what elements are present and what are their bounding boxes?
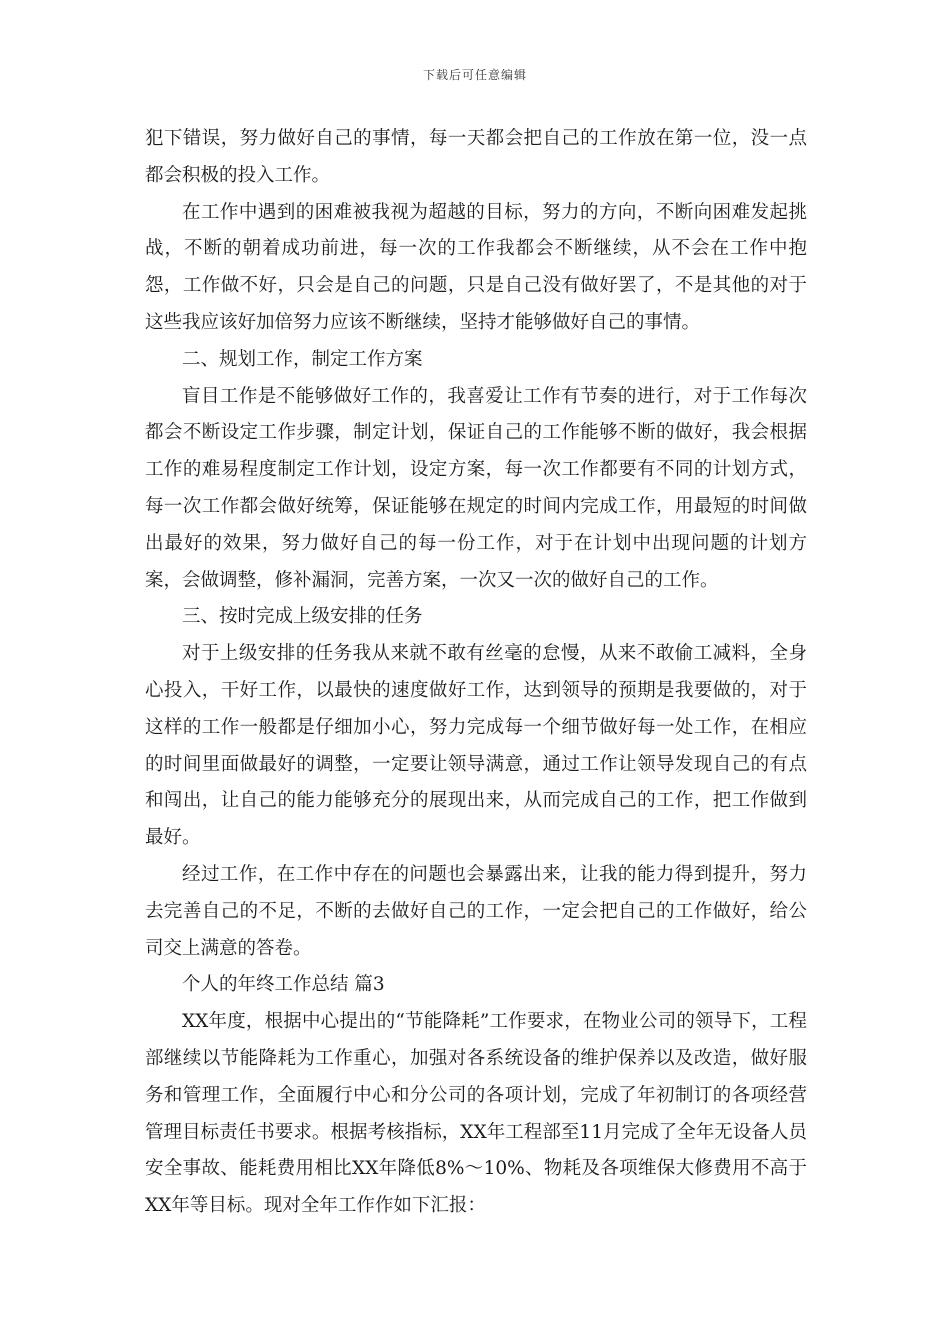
paragraph-planning: 盲目工作是不能够做好工作的，我喜爱让工作有节奏的进行，对于工作每次都会不断设定工作步骤，制定计划，保证自己的工作能够不断的做好，我会根据工作的难易程度制定工作计划，设定方案，每一次工作都要有不同的计划方式，每一次工作都会做好统筹，保证能够在规定的时间内完成工作，用最短的时间做出最好的效果，努力做好自己的每一份工作，对于在计划中出现问题的计划方案，会做调整，修补漏洞，完善方案，一次又一次的做好自己的工作。 [145, 385, 807, 591]
paragraph-improvement: 经过工作，在工作中存在的问题也会暴露出来，让我的能力得到提升，努力去完善自己的不足，不断的去做好自己的工作，一定会把自己的工作做好，给公司交上满意的答卷。 [145, 863, 807, 959]
document-body [145, 121, 807, 1225]
paragraph-difficulties: 在工作中遇到的困难被我视为超越的目标，努力的方向，不断向困难发起挑战，不断的朝着成功前进，每一次的工作我都会不断继续，从不会在工作中抱怨，工作做不好，只会是自己的问题，只是自己没有做好罢了，不是其他的对于这些我应该好加倍努力应该不断继续，坚持才能够做好自己的事情。 [145, 201, 807, 333]
section-heading-planning: 二、规划工作，制定工作方案 [182, 348, 423, 370]
paragraph-continuation: 犯下错误，努力做好自己的事情，每一天都会把自己的工作放在第一位，没一点都会积极的投入工作。 [145, 128, 807, 186]
section-heading-tasks: 三、按时完成上级安排的任务 [182, 606, 423, 628]
paragraph-tasks: 对于上级安排的任务我从来就不敢有丝毫的怠慢，从来不敢偷工减料，全身心投入，干好工作，以最快的速度做好工作，达到领导的预期是我要做的，对于这样的工作一般都是仔细加小心，努力完成每一个细节做好每一处工作，在相应的时间里面做最好的调整，一定要让领导满意，通过工作让领导发现自己的有点和闯出，让自己的能力能够充分的展现出来，从而完成自己的工作，把工作做到最好。 [145, 643, 807, 849]
header-note: 下载后可任意编辑 [422, 68, 527, 82]
article-title-3: 个人的年终工作总结 篇3 [182, 974, 385, 996]
paragraph-annual-report: XX年度，根据中心提出的“节能降耗”工作要求，在物业公司的领导下，工程部继续以节能降耗为工作重心，加强对各系统设备的维护保养以及改造，做好服务和管理工作，全面履行中心和分公司的各项计划，完成了年初制订的各项经营管理目标责任书要求。根据考核指标，XX年工程部至11月完成了全年无设备人员安全事故、能耗费用相比XX年降低8%～10%、物耗及各项维保大修费用不高于XX年等目标。现对全年工作作如下汇报： [145, 1011, 807, 1217]
